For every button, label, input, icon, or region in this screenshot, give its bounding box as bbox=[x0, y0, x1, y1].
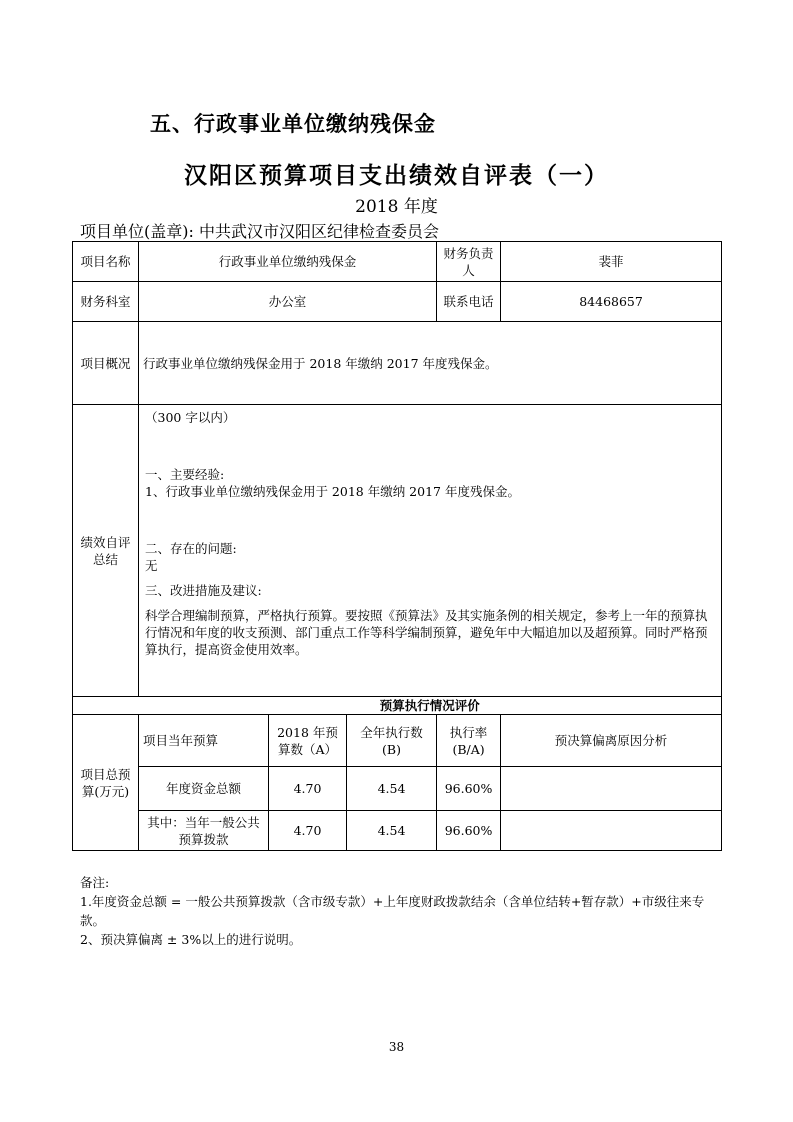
budget-row-reason bbox=[501, 767, 722, 811]
budget-col-a: 2018 年预算数（A） bbox=[269, 715, 347, 767]
summary-row bbox=[73, 405, 722, 697]
finance-head-value: 裴菲 bbox=[501, 242, 722, 282]
budget-row-reason bbox=[501, 811, 722, 851]
problem-title: 二、存在的问题: bbox=[145, 541, 237, 556]
budget-section-row bbox=[73, 697, 722, 715]
overview-text: 行政事业单位缴纳残保金用于 2018 年缴纳 2017 年度残保金。 bbox=[139, 322, 722, 405]
evaluation-form-table bbox=[72, 241, 722, 851]
budget-section-header: 预算执行情况评价 bbox=[139, 697, 722, 715]
budget-col-rate: 执行率(B/A) bbox=[437, 715, 501, 767]
project-name-label: 项目名称 bbox=[73, 242, 139, 282]
phone-value: 84468657 bbox=[501, 282, 722, 322]
budget-col-project: 项目当年预算 bbox=[139, 715, 269, 767]
project-unit: 项目单位(盖章): 中共武汉市汉阳区纪律检查委员会 bbox=[80, 222, 439, 241]
budget-label: 项目总预算(万元) bbox=[73, 715, 139, 851]
experience-title: 一、主要经验: bbox=[145, 467, 225, 482]
notes bbox=[80, 873, 720, 949]
notes-line-1: 1.年度资金总额 = 一般公共预算拨款（含市级专款）+上年度财政拨款结余（含单位结转+暂存款）+市级往来专款。 bbox=[80, 894, 705, 928]
experience-text: 1、行政事业单位缴纳残保金用于 2018 年缴纳 2017 年度残保金。 bbox=[145, 484, 520, 499]
table-row bbox=[73, 767, 722, 811]
budget-row-rate: 96.60% bbox=[437, 767, 501, 811]
finance-dept-value: 办公室 bbox=[139, 282, 437, 322]
finance-dept-row bbox=[73, 282, 722, 322]
summary-limit: （300 字以内） bbox=[145, 410, 236, 425]
notes-line-2: 2、预决算偏离 ± 3%以上的进行说明。 bbox=[80, 932, 302, 947]
overview-row bbox=[73, 322, 722, 405]
measure-title: 三、改进措施及建议: bbox=[145, 583, 262, 598]
summary-label: 绩效自评总结 bbox=[73, 405, 139, 697]
budget-row-name: 其中：当年一般公共预算拨款 bbox=[139, 811, 269, 851]
finance-head-label: 财务负责人 bbox=[437, 242, 501, 282]
budget-row-rate: 96.60% bbox=[437, 811, 501, 851]
budget-col-b: 全年执行数(B) bbox=[347, 715, 437, 767]
section-title: 五、行政事业单位缴纳残保金 bbox=[150, 112, 436, 136]
measure-text: 科学合理编制预算，严格执行预算。要按照《预算法》及其实施条例的相关规定，参考上一年的预算执行情况和年度的收支预测、部门重点工作等科学编制预算，避免年中大幅追加以及超预算。同时严格预算执行，提高资金使用效率。 bbox=[145, 608, 708, 657]
table-row bbox=[73, 811, 722, 851]
budget-col-reason: 预决算偏离原因分析 bbox=[501, 715, 722, 767]
overview-label: 项目概况 bbox=[73, 322, 139, 405]
main-title: 汉阳区预算项目支出绩效自评表（一） bbox=[184, 163, 609, 189]
report-year: 2018 年度 bbox=[355, 197, 438, 217]
phone-label: 联系电话 bbox=[437, 282, 501, 322]
problem-text: 无 bbox=[145, 558, 158, 573]
budget-row-a: 4.70 bbox=[269, 767, 347, 811]
budget-row-b: 4.54 bbox=[347, 811, 437, 851]
budget-row-name: 年度资金总额 bbox=[139, 767, 269, 811]
budget-header-row bbox=[73, 715, 722, 767]
page-number: 38 bbox=[388, 1040, 405, 1054]
notes-title: 备注: bbox=[80, 875, 110, 890]
finance-dept-label: 财务科室 bbox=[73, 282, 139, 322]
project-name-value: 行政事业单位缴纳残保金 bbox=[139, 242, 437, 282]
budget-row-a: 4.70 bbox=[269, 811, 347, 851]
summary-content bbox=[139, 405, 722, 697]
budget-row-b: 4.54 bbox=[347, 767, 437, 811]
project-name-row bbox=[73, 242, 722, 282]
